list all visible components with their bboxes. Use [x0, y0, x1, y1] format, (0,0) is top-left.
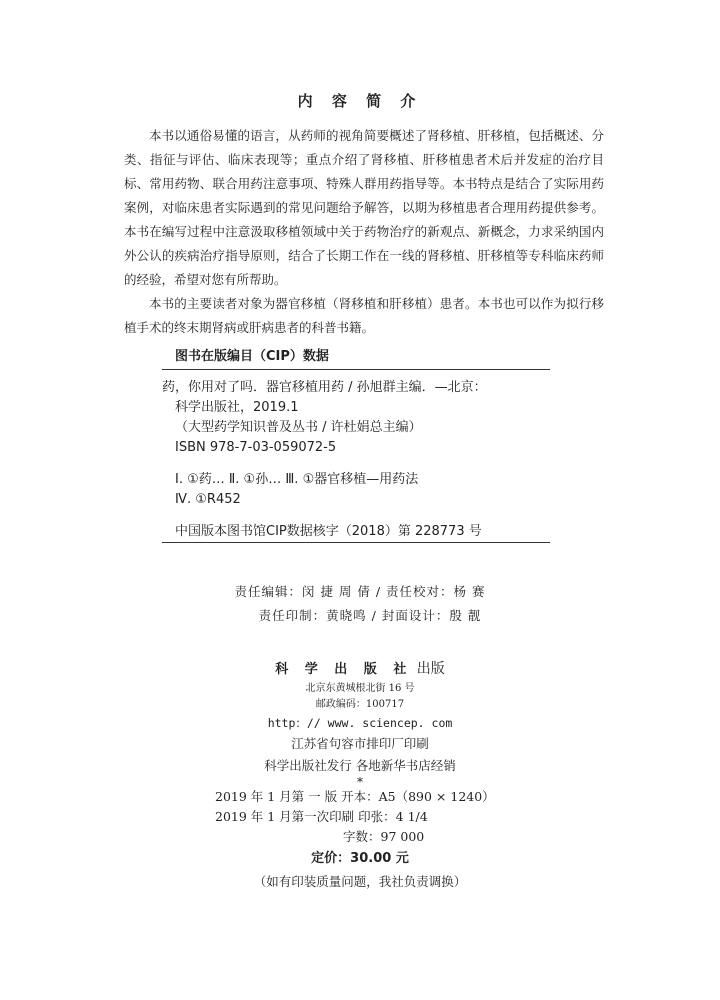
cip-heading: 图书在版编目（CIP）数据: [175, 349, 329, 364]
intro-paragraph: 本书以通俗易懂的语言，从药师的视角简要概述了肾移植、肝移植，包括概述、分类、指征与评估、临床表现等；重点介绍了肾移植、肝移植患者术后并发症的治疗目标、常用药物、联合用药注意事项、特殊人群用药指导等。本书特点是结合了实际用药案例，对临床患者实际遇到的常见问题给予解答，以期为移植患者合理用药提供参考。本书在编写过程中注意汲取移植领域中关于药物治疗的新观点、新概念，力求采纳国内外公认的疾病治疗指导原则，结合了长期工作在一线的肾移植、肝移植等专科临床药师的经验，希望对您有所帮助。: [124, 128, 604, 287]
printing-line: 2019 年 1 月第一次印刷 印张：4 1/4: [215, 809, 428, 824]
publisher-address: 北京东黄城根北街 16 号: [305, 683, 415, 694]
cip-classification-number: Ⅳ. ①R452: [175, 492, 241, 507]
distribution: 科学出版社发行 各地新华书店经销: [264, 758, 456, 773]
cip-title-line: 药，你用对了吗．器官移植用药 / 孙旭群主编．—北京：: [162, 380, 487, 395]
cip-series-line: （大型药学知识普及丛书 / 许杜娟总主编）: [175, 420, 422, 435]
colophon: [0, 658, 720, 893]
credit-line-production: 责任印制：黄晓鸣 / 封面设计：殷 靓: [258, 608, 482, 623]
cip-classification: Ⅰ. ①药… Ⅱ. ①孙… Ⅲ. ①器官移植—用药法: [175, 472, 419, 487]
cip-publisher-line: 科学出版社，2019.1: [175, 400, 299, 415]
edition-line: 2019 年 1 月第 一 版 开本：A5（890 × 1240）: [215, 789, 495, 804]
quality-note: （如有印装质量问题，我社负责调换）: [253, 874, 467, 889]
word-count: 字数：97 000: [343, 829, 425, 844]
staff-credits: [0, 580, 720, 628]
publisher-postcode: 邮政编码：100717: [315, 699, 405, 710]
separator-star: *: [357, 775, 363, 789]
edition-specs: [215, 787, 505, 847]
intro-paragraph: 本书的主要读者对象为器官移植（肾移植和肝移植）患者。本书也可以作为拟行移植手术的终末期肾病或肝病患者的科普书籍。: [124, 296, 604, 335]
price: 定价：30.00 元: [311, 851, 409, 866]
cip-top-rule: [162, 369, 550, 370]
intro-body: [124, 124, 604, 340]
cip-record: [162, 378, 565, 542]
intro-title: 内 容 简 介: [297, 92, 423, 110]
cip-isbn: ISBN 978-7-03-059072-5: [175, 440, 337, 455]
printer: 江苏省句容市排印厂印刷: [291, 736, 429, 751]
publish-label: 出版: [416, 661, 445, 677]
publisher-name: 科 学 出 版 社: [275, 662, 413, 677]
publisher-row: [0, 658, 720, 681]
publisher-url: http：// www. sciencep. com: [267, 716, 453, 730]
credit-line-editors: 责任编辑：闵 捷 周 倩 / 责任校对：杨 赛: [234, 584, 486, 599]
cip-bottom-rule: [162, 542, 550, 543]
cip-record-number: 中国版本图书馆CIP数据核字（2018）第 228773 号: [175, 524, 482, 539]
